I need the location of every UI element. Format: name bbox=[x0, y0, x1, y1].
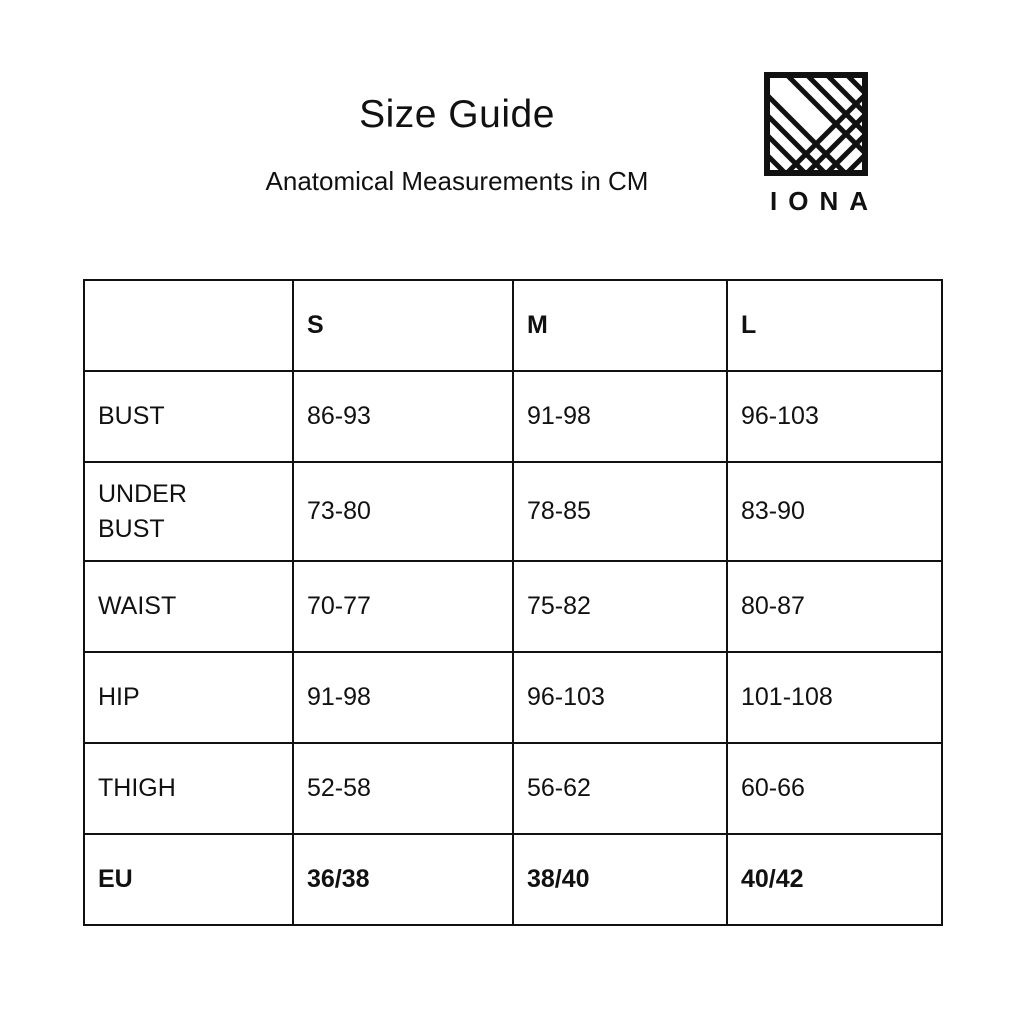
column-header-s: S bbox=[293, 280, 513, 371]
row-label-bust: BUST bbox=[84, 371, 293, 462]
table-cell: 40/42 bbox=[727, 834, 942, 925]
row-label-hip: HIP bbox=[84, 652, 293, 743]
column-header-m: M bbox=[513, 280, 727, 371]
row-label-eu: EU bbox=[84, 834, 293, 925]
table-cell: 36/38 bbox=[293, 834, 513, 925]
table-cell: 91-98 bbox=[513, 371, 727, 462]
table-cell: 96-103 bbox=[513, 652, 727, 743]
table-cell: 96-103 bbox=[727, 371, 942, 462]
table-row bbox=[84, 652, 942, 743]
table-row bbox=[84, 834, 942, 925]
table-row bbox=[84, 462, 942, 561]
table-cell: 91-98 bbox=[293, 652, 513, 743]
column-header-blank bbox=[84, 280, 293, 371]
diagonal-stripes-square-icon bbox=[762, 70, 870, 178]
table-cell: 78-85 bbox=[513, 462, 727, 561]
row-label-under-bust: UNDER BUST bbox=[84, 462, 293, 561]
table-cell: 60-66 bbox=[727, 743, 942, 834]
brand-logo bbox=[762, 70, 879, 218]
table-cell: 73-80 bbox=[293, 462, 513, 561]
table-cell: 83-90 bbox=[727, 462, 942, 561]
row-label-thigh: THIGH bbox=[84, 743, 293, 834]
table-cell: 75-82 bbox=[513, 561, 727, 652]
page-subtitle: Anatomical Measurements in CM bbox=[265, 166, 649, 196]
row-label-waist: WAIST bbox=[84, 561, 293, 652]
table-cell: 101-108 bbox=[727, 652, 942, 743]
table-row bbox=[84, 743, 942, 834]
table-cell: 52-58 bbox=[293, 743, 513, 834]
table-cell: 86-93 bbox=[293, 371, 513, 462]
page-title: Size Guide bbox=[359, 93, 555, 136]
table-cell: 56-62 bbox=[513, 743, 727, 834]
size-table bbox=[83, 279, 943, 926]
table-header-row bbox=[84, 280, 942, 371]
table-cell: 80-87 bbox=[727, 561, 942, 652]
table-row bbox=[84, 371, 942, 462]
table-row bbox=[84, 561, 942, 652]
brand-name: IONA bbox=[770, 186, 879, 216]
table-cell: 70-77 bbox=[293, 561, 513, 652]
table-cell: 38/40 bbox=[513, 834, 727, 925]
column-header-l: L bbox=[727, 280, 942, 371]
